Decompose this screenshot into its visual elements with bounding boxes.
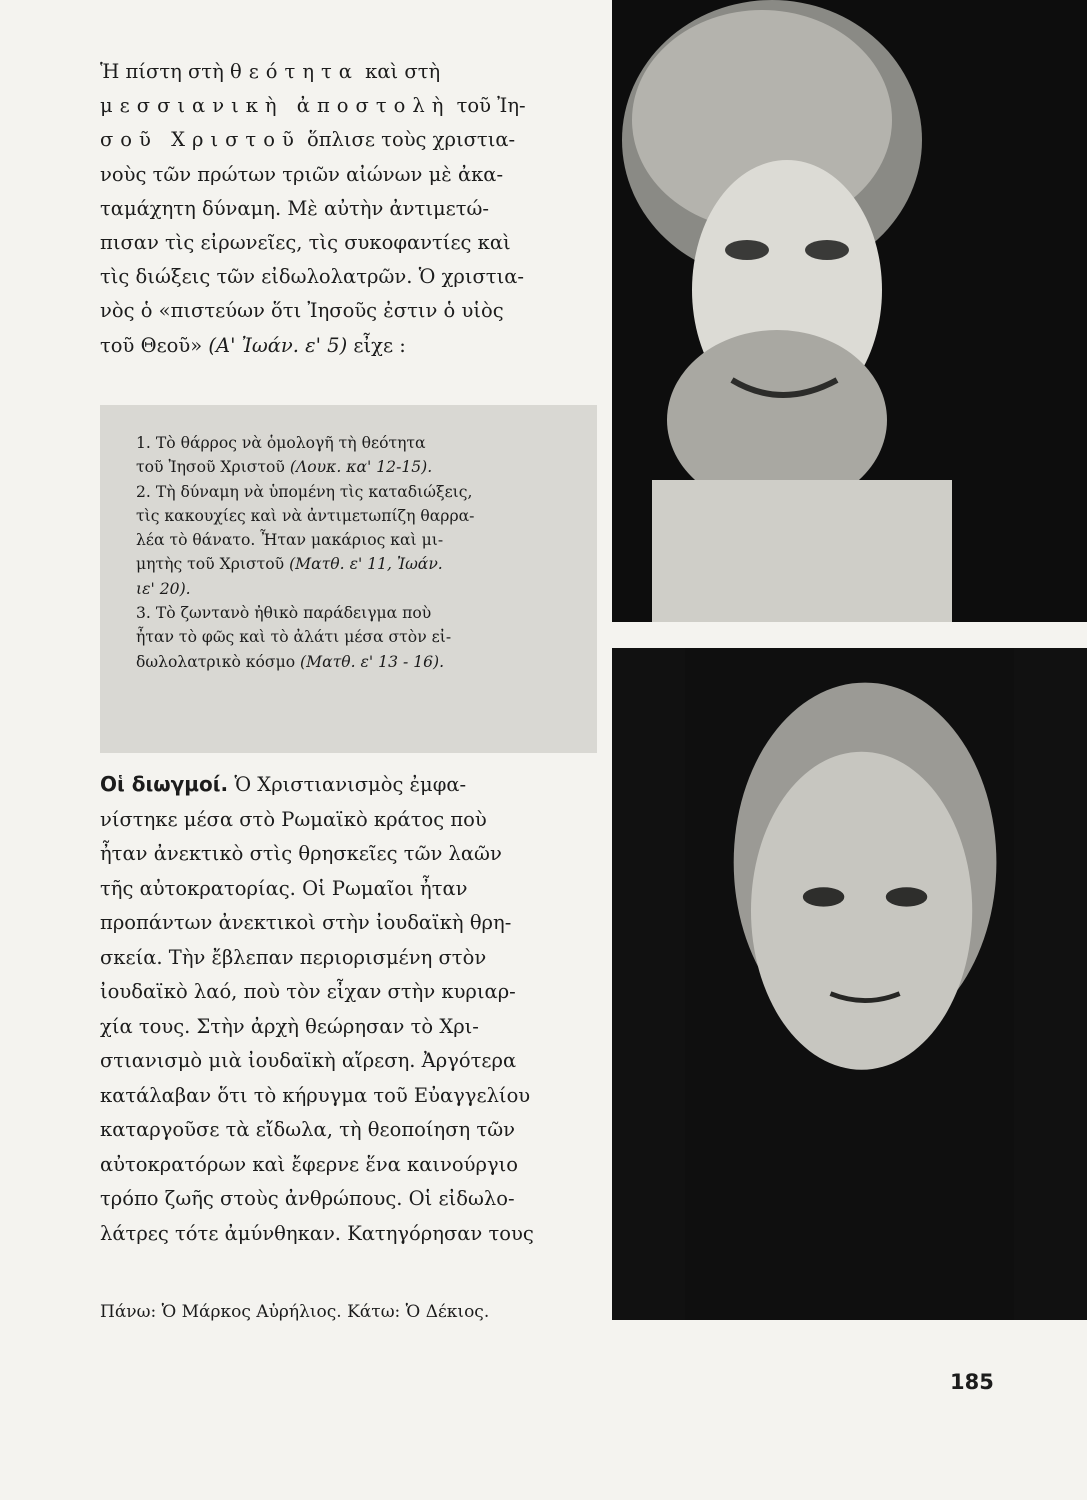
box-line-8: 3. Τὸ ζωντανὸ ἠθικὸ παράδειγμα ποὺ bbox=[136, 604, 432, 623]
marcus-aurelius-bust-photo bbox=[612, 0, 1087, 622]
section-line: αὐτοκρατόρων καὶ ἔφερνε ἕνα καινούργιο bbox=[100, 1152, 518, 1176]
section-line: καταργοῦσε τὰ εἴδωλα, τὴ θεοποίηση τῶν bbox=[100, 1118, 515, 1141]
section-line: λάτρες τότε ἀμύνθηκαν. Κατηγόρησαν τους bbox=[100, 1221, 534, 1245]
intro-paragraph bbox=[100, 55, 600, 363]
decius-bust-photo bbox=[612, 648, 1087, 1320]
box-line-3: 2. Τὴ δύναμη νὰ ὑπομένη τὶς καταδιώξεις, bbox=[136, 482, 473, 501]
box-line-5: λέα τὸ θάνατο. Ἦταν μακάριος καὶ μι- bbox=[136, 531, 444, 550]
box-line-4: τὶς κακουχίες καὶ νὰ ἀντιμετωπίζη θαρρα- bbox=[136, 506, 475, 525]
section-line: σκεία. Τὴν ἔβλεπαν περιορισμένη στὸν bbox=[100, 945, 487, 969]
photo-caption: Πάνω: Ὁ Μάρκος Αὐρήλιος. Κάτω: Ὁ Δέκιος. bbox=[100, 1302, 490, 1322]
intro-line-4: νοὺς τῶν πρώτων τριῶν αἰώνων μὲ ἀκα- bbox=[100, 162, 504, 186]
section-line: τῆς αὐτοκρατορίας. Οἱ Ρωμαῖοι ἦταν bbox=[100, 876, 468, 900]
page-number: 185 bbox=[950, 1370, 994, 1394]
section-line: κατάλαβαν ὅτι τὸ κήρυγμα τοῦ Εὐαγγελίου bbox=[100, 1083, 531, 1107]
section-line: προπάντων ἀνεκτικοὶ στὴν ἰουδαϊκὴ θρη- bbox=[100, 911, 512, 934]
box-line-9: ἦταν τὸ φῶς καὶ τὸ ἀλάτι μέσα στὸν εἰ- bbox=[136, 628, 452, 647]
intro-line-2: μεσσιανικὴ ἀποστολὴ τοῦ Ἰη- bbox=[100, 94, 526, 118]
intro-line-6: πισαν τὶς εἰρωνεῖες, τὶς συκοφαντίες καὶ bbox=[100, 231, 511, 255]
summary-box bbox=[100, 405, 597, 753]
intro-line-1: Ἡ πίστη στὴ θεότητα καὶ στὴ bbox=[100, 60, 441, 83]
intro-line-9: τοῦ Θεοῦ» (Α' Ἰωάν. ε' 5) εἶχε : bbox=[100, 333, 406, 357]
section-line: χία τους. Στὴν ἀρχὴ θεώρησαν τὸ Χρι- bbox=[100, 1014, 479, 1038]
section-first-line: Οἱ διωγμοί. Ὁ Χριστιανισμὸς ἐμφα- bbox=[100, 772, 467, 796]
box-line-1: 1. Τὸ θάρρος νὰ ὁμολογῆ τὴ θεότητα bbox=[136, 434, 426, 452]
box-line-7: ιε' 20). bbox=[136, 579, 191, 598]
intro-line-5: ταμάχητη δύναμη. Μὲ αὐτὴν ἀντιμετώ- bbox=[100, 196, 490, 220]
box-line-2: τοῦ Ἰησοῦ Χριστοῦ (Λουκ. κα' 12-15). bbox=[136, 458, 433, 477]
section-heading: Οἱ διωγμοί. bbox=[100, 772, 229, 796]
section-line: τρόπο ζωῆς στοὺς ἀνθρώπους. Οἱ εἰδωλο- bbox=[100, 1187, 515, 1210]
section-line: νίστηκε μέσα στὸ Ρωμαϊκὸ κράτος ποὺ bbox=[100, 807, 487, 831]
intro-line-7: τὶς διώξεις τῶν εἰδωλολατρῶν. Ὁ χριστια- bbox=[100, 265, 524, 289]
box-line-6: μητὴς τοῦ Χριστοῦ (Ματθ. ε' 11, Ἰωάν. bbox=[136, 555, 443, 574]
section-line: ἦταν ἀνεκτικὸ στὶς θρησκεῖες τῶν λαῶν bbox=[100, 842, 502, 865]
persecutions-section bbox=[100, 767, 600, 1251]
intro-line-8: νὸς ὁ «πιστεύων ὅτι Ἰησοῦς ἐστιν ὁ υἱὸς bbox=[100, 299, 504, 323]
intro-line-3: σοῦ Χριστοῦ ὅπλισε τοὺς χριστια- bbox=[100, 128, 516, 152]
section-line: ἰουδαϊκὸ λαό, ποὺ τὸν εἶχαν στὴν κυριαρ- bbox=[100, 980, 516, 1003]
box-line-10: δωλολατρικὸ κόσμο (Ματθ. ε' 13 - 16). bbox=[136, 652, 445, 671]
section-line: στιανισμὸ μιὰ ἰουδαϊκὴ αἵρεση. Ἀργότερα bbox=[100, 1049, 517, 1072]
